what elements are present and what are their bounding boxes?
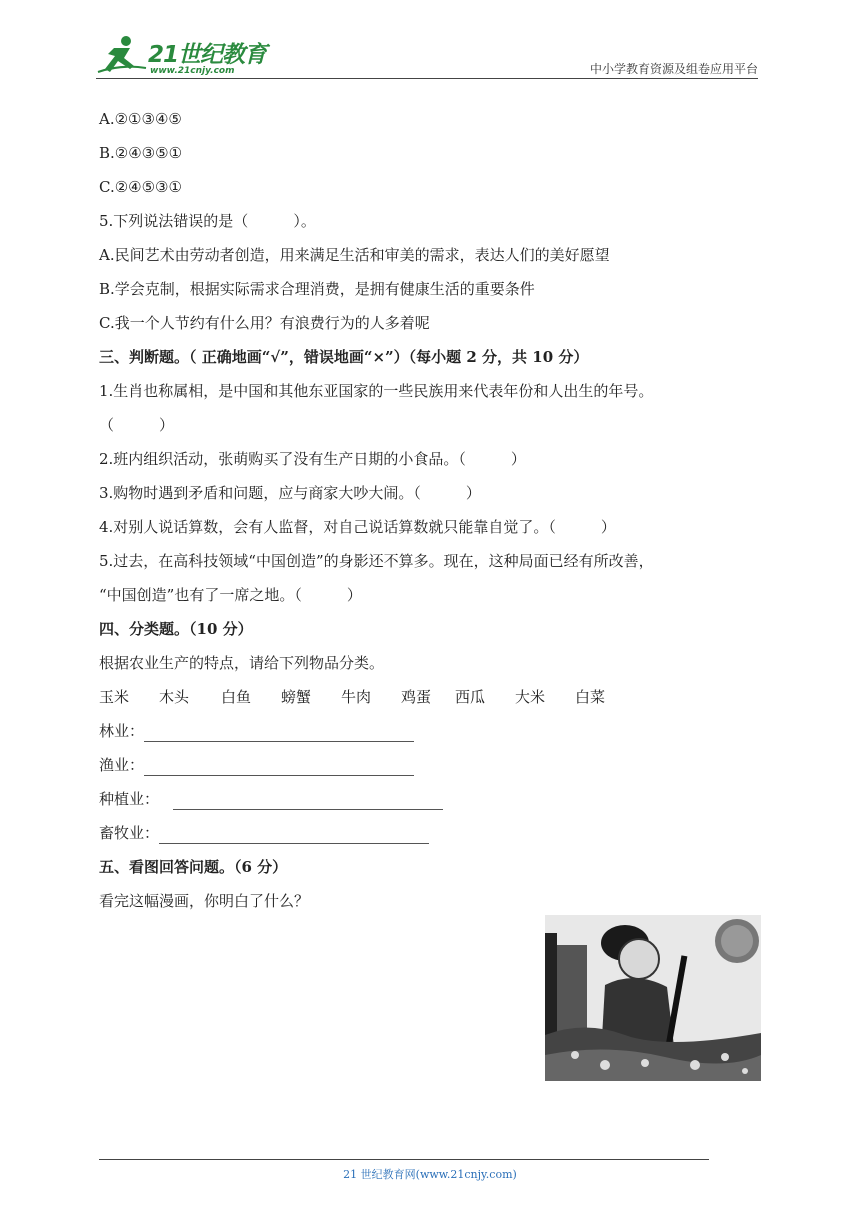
- judgement-1: 1.生肖也称属相，是中国和其他东亚国家的一些民族用来代表年份和人出生的年号。: [99, 382, 654, 400]
- category-label: 种植业：: [99, 790, 160, 808]
- answer-blank[interactable]: [144, 757, 414, 776]
- option-line: B.②④③⑤①: [99, 144, 183, 162]
- answer-blank[interactable]: [173, 791, 443, 810]
- category-planting: [99, 782, 759, 816]
- item-list: [99, 680, 759, 714]
- item: 西瓜: [455, 688, 486, 706]
- page-footer: 21 世纪教育网(www.21cnjy.com): [343, 1168, 517, 1181]
- category-fishery: [99, 748, 759, 782]
- section-4-heading: 四、分类题。（10 分）: [99, 620, 253, 638]
- logo-url: www.21cnjy.com: [150, 66, 235, 76]
- page-header: [96, 30, 758, 78]
- judgement-1-blank: （ ）: [99, 416, 175, 434]
- option-line: C.我一个人节约有什么用？有浪费行为的人多着呢: [99, 314, 430, 332]
- answer-blank[interactable]: [144, 723, 414, 742]
- category-label: 林业：: [99, 722, 145, 740]
- option-line: B.学会克制，根据实际需求合理消费，是拥有健康生活的重要条件: [99, 280, 535, 298]
- item: 大米: [515, 688, 546, 706]
- question-5: 5.下列说法错误的是（ ）。: [99, 212, 316, 230]
- section-3-heading: 三、判断题。（ 正确地画“√”，错误地画“×”）（每小题 2 分，共 10 分）: [99, 348, 589, 366]
- option-line: A.②①③④⑤: [99, 110, 182, 128]
- item: 白菜: [575, 688, 606, 706]
- section-4-instruction: 根据农业生产的特点，请给下列物品分类。: [99, 654, 385, 672]
- item: 白鱼: [221, 688, 252, 706]
- judgement-3: 3.购物时遇到矛盾和问题，应与商家大吵大闹。（ ）: [99, 484, 481, 502]
- item: 木头: [159, 688, 190, 706]
- exam-content: [99, 102, 759, 918]
- logo-text: 21世纪教育: [148, 42, 267, 68]
- item: 牛肉: [341, 688, 372, 706]
- category-label: 畜牧业：: [99, 824, 160, 842]
- option-line: A.民间艺术由劳动者创造，用来满足生活和审美的需求，表达人们的美好愿望: [99, 246, 610, 264]
- footer-divider: [99, 1159, 709, 1160]
- item: 玉米: [99, 688, 130, 706]
- section-5-heading: 五、看图回答问题。（6 分）: [99, 858, 288, 876]
- option-line: C.②④⑤③①: [99, 178, 182, 196]
- platform-name: 中小学教育资源及组卷应用平台: [589, 62, 758, 76]
- category-husbandry: [99, 816, 759, 850]
- cartoon-image: [545, 915, 761, 1081]
- item: 鸡蛋: [401, 688, 432, 706]
- category-label: 渔业：: [99, 756, 145, 774]
- judgement-4: 4.对别人说话算数，会有人监督，对自己说话算数就只能靠自觉了。（ ）: [99, 518, 616, 536]
- judgement-2: 2.班内组织活动，张萌购买了没有生产日期的小食品。（ ）: [99, 450, 526, 468]
- site-logo: [96, 34, 266, 76]
- runner-logo-icon: [96, 34, 148, 76]
- answer-blank[interactable]: [159, 825, 429, 844]
- item: 螃蟹: [281, 688, 312, 706]
- judgement-5: 5.过去，在高科技领域“中国创造”的身影还不算多。现在，这种局面已经有所改善，: [99, 552, 654, 570]
- judgement-5-cont: “中国创造”也有了一席之地。（ ）: [99, 586, 362, 604]
- section-5-question: 看完这幅漫画，你明白了什么？: [99, 892, 310, 910]
- header-divider: [96, 78, 758, 79]
- category-forestry: [99, 714, 759, 748]
